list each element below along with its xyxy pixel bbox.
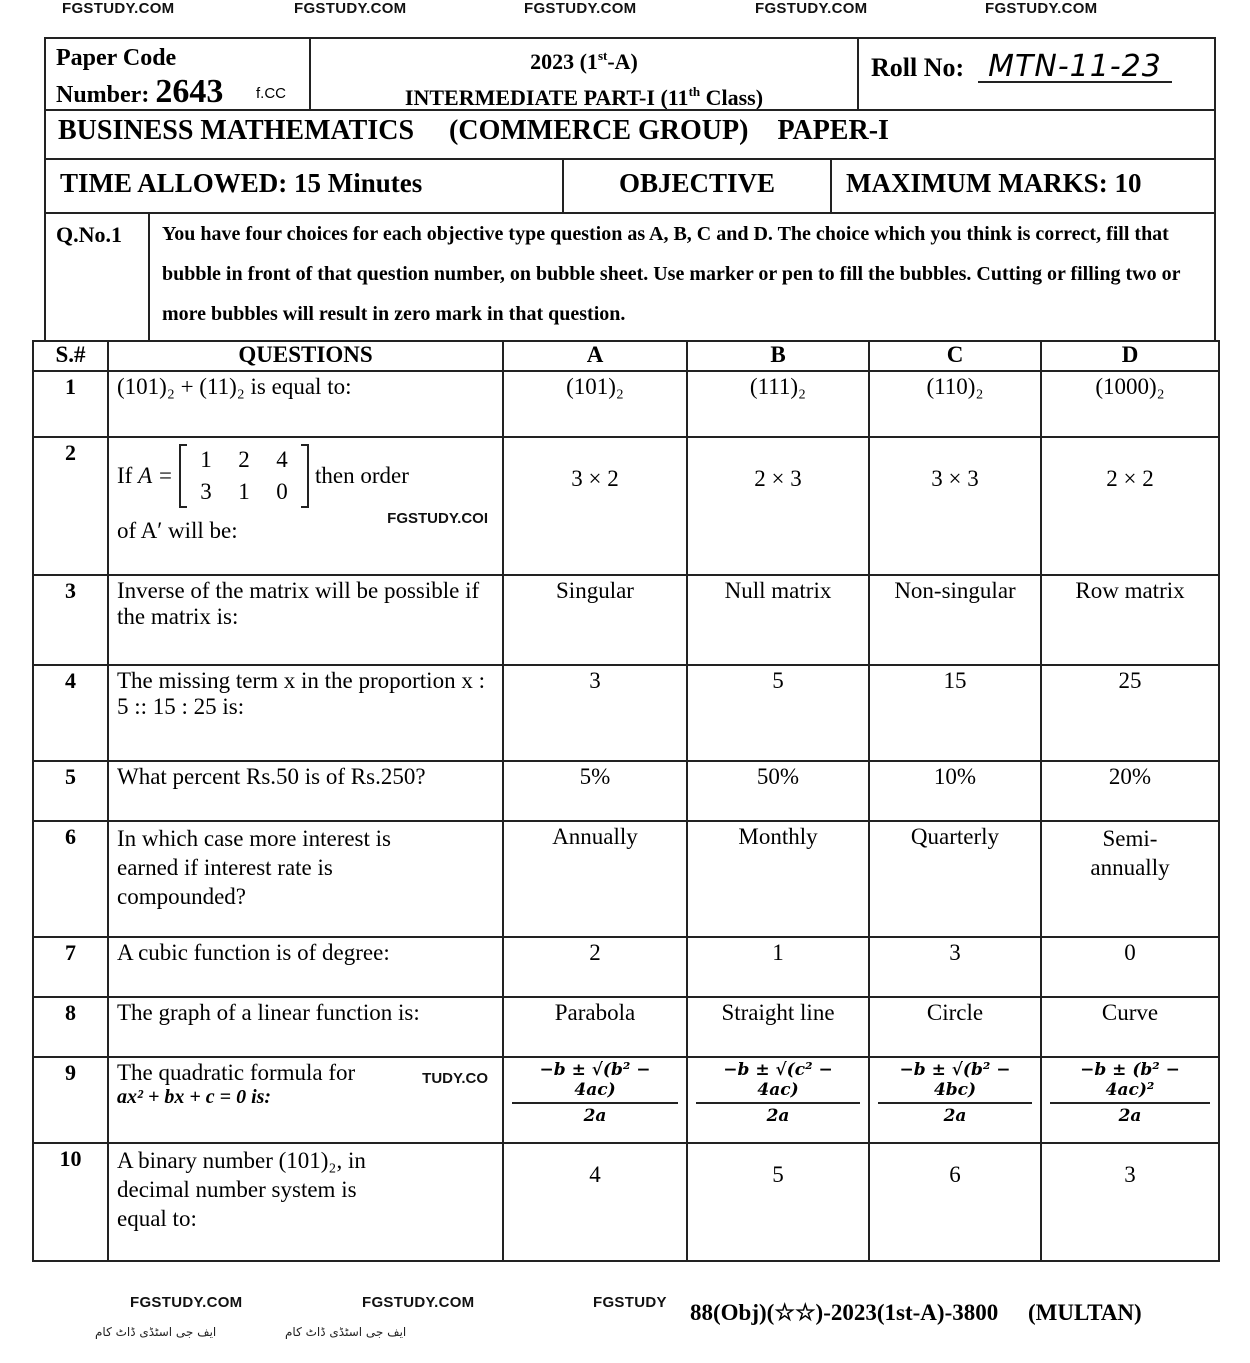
option-d[interactable]: Curve: [1041, 997, 1219, 1057]
question-text: What percent Rs.50 is of Rs.250?: [108, 761, 503, 821]
option-b[interactable]: Straight line: [687, 997, 869, 1057]
question-row: [33, 1143, 1219, 1261]
question-row: [33, 997, 1219, 1057]
option-c[interactable]: 6: [869, 1143, 1041, 1261]
option-b[interactable]: 2 × 3: [687, 437, 869, 575]
option-c[interactable]: 10%: [869, 761, 1041, 821]
question-row: [33, 665, 1219, 761]
column-header: C: [869, 341, 1041, 371]
question-row: [33, 937, 1219, 997]
question-row: [33, 1057, 1219, 1143]
option-d[interactable]: (1000)₂: [1041, 371, 1219, 437]
question-line-2: of A′ will be:: [117, 518, 238, 543]
subject-row: [44, 109, 1216, 160]
option-c[interactable]: Quarterly: [869, 821, 1041, 937]
option-a[interactable]: Singular: [503, 575, 687, 665]
option-b[interactable]: Monthly: [687, 821, 869, 937]
option-a[interactable]: [503, 1057, 687, 1143]
exam-title-cell: [311, 39, 859, 109]
question-text: [108, 437, 503, 575]
option-c[interactable]: 3 × 3: [869, 437, 1041, 575]
option-c[interactable]: 15: [869, 665, 1041, 761]
column-header: B: [687, 341, 869, 371]
question-text: [108, 1057, 503, 1143]
matrix-entry: 1: [238, 479, 250, 504]
right-bracket: [301, 444, 309, 508]
paper-header: [44, 37, 1216, 111]
paper-footer: [690, 1300, 1142, 1326]
option-c[interactable]: [869, 1057, 1041, 1143]
option-a[interactable]: 4: [503, 1143, 687, 1261]
watermark: FGSTUDY.COM: [985, 0, 1098, 17]
question-row: [33, 821, 1219, 937]
footer-code: 88(Obj)(☆☆)-2023(1st-A)-3800: [690, 1300, 999, 1325]
option-c[interactable]: Circle: [869, 997, 1041, 1057]
option-a[interactable]: 5%: [503, 761, 687, 821]
matrix-entry: 0: [276, 479, 288, 504]
exam-title: INTERMEDIATE PART-I (11th Class): [404, 84, 764, 110]
watermark: FGSTUDY.COM: [755, 0, 868, 17]
watermark-fragment: f.CC: [256, 85, 286, 102]
watermark: FGSTUDY.COM: [62, 0, 175, 17]
option-b[interactable]: Null matrix: [687, 575, 869, 665]
column-header: QUESTIONS: [108, 341, 503, 371]
option-d[interactable]: 3: [1041, 1143, 1219, 1261]
fraction: $\frac{\text{−b ± (b² − 4ac)²}}{2a}$: [1050, 1060, 1210, 1126]
option-a[interactable]: Parabola: [503, 997, 687, 1057]
option-d[interactable]: 0: [1041, 937, 1219, 997]
serial-number: 2: [33, 437, 108, 575]
watermark: FGSTUDY.COM: [524, 0, 637, 17]
option-d[interactable]: Semi-annually: [1041, 821, 1219, 937]
option-b[interactable]: 5: [687, 1143, 869, 1261]
serial-number: 6: [33, 821, 108, 937]
roll-number-field[interactable]: MTN-11-23: [978, 53, 1172, 83]
table-header-row: [33, 341, 1219, 371]
fraction: $\frac{\text{−b ± √(c² − 4ac)}}{2a}$: [696, 1060, 860, 1126]
question-text: The missing term x in the proportion x : 5 :: 15 : 25 is:: [108, 665, 503, 761]
time-allowed: TIME ALLOWED: 15 Minutes: [46, 160, 564, 212]
paper-label: PAPER-I: [777, 115, 889, 146]
serial-number: 3: [33, 575, 108, 665]
question-prefix: If: [117, 463, 133, 488]
roll-label: Roll No:: [871, 53, 965, 82]
paper-code-cell: [46, 39, 311, 109]
serial-number: 4: [33, 665, 108, 761]
serial-number: 10: [33, 1143, 108, 1261]
option-a[interactable]: 3 × 2: [503, 437, 687, 575]
roll-number-cell: [859, 39, 1214, 109]
subject-name: BUSINESS MATHEMATICS: [58, 115, 415, 146]
fraction: $\frac{\text{−b ± √(b² − 4ac)}}{2a}$: [512, 1060, 678, 1126]
option-a[interactable]: 3: [503, 665, 687, 761]
left-bracket: [179, 444, 187, 508]
instructions-row: [44, 212, 1216, 342]
watermark: FGSTUDY.COM: [294, 0, 407, 17]
subject-group: (COMMERCE GROUP): [449, 115, 749, 146]
number-label: Number:: [56, 82, 150, 108]
matrix-entry: 3: [200, 479, 212, 504]
question-text: Inverse of the matrix will be possible if the matrix is:: [108, 575, 503, 665]
option-c[interactable]: (110)₂: [869, 371, 1041, 437]
board-name: (MULTAN): [1027, 1300, 1142, 1325]
watermark: FGSTUDY.COM: [362, 1294, 475, 1311]
paper-number: 2643: [155, 73, 224, 110]
column-header: A: [503, 341, 687, 371]
watermark: FGSTUDY: [593, 1294, 667, 1311]
column-header: S.#: [33, 341, 108, 371]
column-header: D: [1041, 341, 1219, 371]
option-a[interactable]: Annually: [503, 821, 687, 937]
serial-number: 7: [33, 937, 108, 997]
maximum-marks: MAXIMUM MARKS: 10: [846, 168, 1142, 198]
watermark: TUDY.CO: [422, 1070, 488, 1087]
serial-number: 8: [33, 997, 108, 1057]
questions-table: [32, 340, 1220, 1262]
option-b[interactable]: 1: [687, 937, 869, 997]
fraction: $\frac{\text{−b ± √(b² − 4bc)}}{2a}$: [878, 1060, 1032, 1126]
option-d[interactable]: 20%: [1041, 761, 1219, 821]
question-line-1: The quadratic formula for: [117, 1060, 356, 1085]
question-suffix: then order: [314, 463, 409, 488]
question-text: A binary number (101)₂, in decimal number system is equal to:: [108, 1143, 503, 1261]
option-b[interactable]: 50%: [687, 761, 869, 821]
year-session: 2023 (1st-A): [530, 48, 638, 74]
section-label: OBJECTIVE: [564, 160, 832, 212]
matrix-entry: 2: [238, 447, 250, 472]
serial-number: 5: [33, 761, 108, 821]
option-a[interactable]: 2: [503, 937, 687, 997]
question-row: [33, 575, 1219, 665]
matrix-entry: 4: [276, 447, 288, 472]
urdu-watermark: ایف جی اسٹڈی ڈاٹ کام: [285, 1325, 407, 1339]
question-number-label: Q.No.1: [46, 214, 150, 340]
option-d[interactable]: 25: [1041, 665, 1219, 761]
serial-number: 1: [33, 371, 108, 437]
question-text: In which case more interest is earned if interest rate is compounded?: [108, 821, 503, 937]
matrix: [179, 444, 309, 508]
matrix-entry: 1: [200, 447, 212, 472]
option-a[interactable]: (101)₂: [503, 371, 687, 437]
matrix-variable: A =: [138, 463, 173, 488]
serial-number: 9: [33, 1057, 108, 1143]
urdu-watermark: ایف جی اسٹڈی ڈاٹ کام: [95, 1325, 217, 1339]
question-row: [33, 761, 1219, 821]
instructions-text: You have four choices for each objective type question as A, B, C and D. The choice which you think is correct, fill that bubble in front of that question number, on bubble sheet. Use marker or pen to fill the bubbles. Cutting or filling two or more bubbles will result in zero mark in that question.: [162, 223, 1181, 325]
question-text: (101)₂ + (11)₂ is equal to:: [108, 371, 503, 437]
option-d[interactable]: [1041, 1057, 1219, 1143]
question-text: A cubic function is of degree:: [108, 937, 503, 997]
option-c[interactable]: 3: [869, 937, 1041, 997]
option-b[interactable]: (111)₂: [687, 371, 869, 437]
question-line-2: ax² + bx + c = 0 is:: [117, 1086, 272, 1108]
question-text: The graph of a linear function is:: [108, 997, 503, 1057]
question-row: [33, 371, 1219, 437]
option-d[interactable]: 2 × 2: [1041, 437, 1219, 575]
option-b[interactable]: 5: [687, 665, 869, 761]
paper-code-label: Paper Code: [56, 45, 177, 71]
option-b[interactable]: [687, 1057, 869, 1143]
watermark: FGSTUDY.COM: [130, 1294, 243, 1311]
meta-row: [44, 158, 1216, 214]
option-c[interactable]: Non-singular: [869, 575, 1041, 665]
watermark: FGSTUDY.COI: [387, 510, 488, 527]
option-d[interactable]: Row matrix: [1041, 575, 1219, 665]
question-row: [33, 437, 1219, 575]
